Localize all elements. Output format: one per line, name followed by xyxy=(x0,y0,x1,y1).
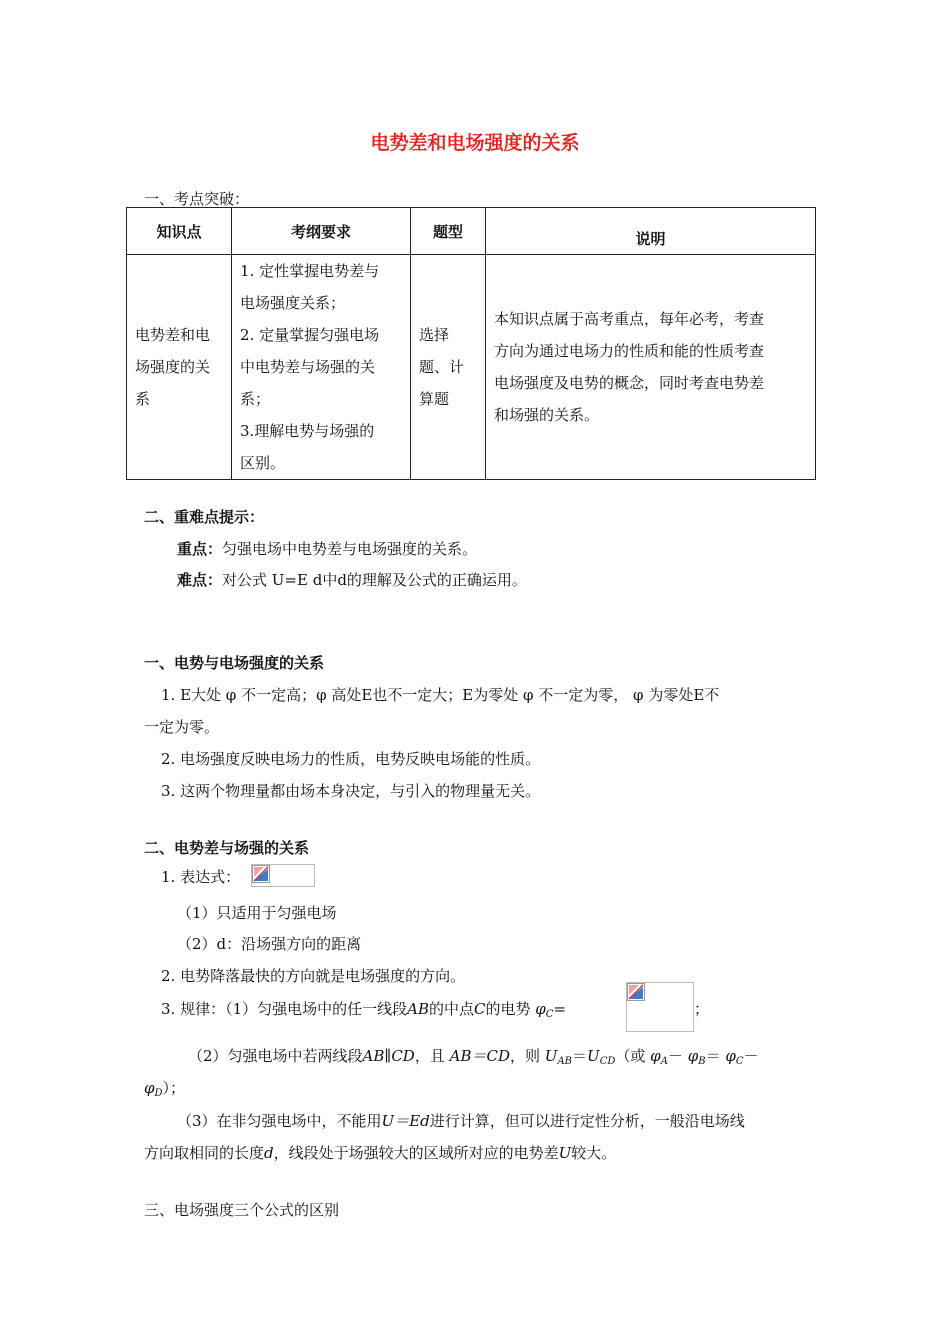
header-topic: 知识点 xyxy=(127,208,232,255)
rule3-line2: 方向取相同的长度d，线段处于场强较大的区域所对应的电势差U较大。 xyxy=(144,1144,617,1162)
table-header-row xyxy=(127,208,816,255)
part2-item2: 2. 电势降落最快的方向就是电场强度的方向。 xyxy=(161,967,466,985)
broken-image-icon xyxy=(627,983,645,1001)
part2-item1-sub1: （1）只适用于匀强电场 xyxy=(177,904,337,922)
cell-requirement: 1. 定性掌握电势差与 电场强度关系； 2. 定量掌握匀强电场 中电势差与场强的关 系； 3.理解电势与场强的 区别。 xyxy=(232,255,411,480)
cell-topic: 电势差和电 场强度的关 系 xyxy=(127,255,232,480)
header-requirement: 考纲要求 xyxy=(232,208,411,255)
cell-description: 本知识点属于高考重点，每年必考，考查 方向为通过电场力的性质和能的性质考查 电场强度及电势的概念，同时考查电势差 和场强的关系。 xyxy=(486,255,816,480)
part2-item1: 1. 表达式： xyxy=(161,868,241,886)
broken-image-icon xyxy=(252,865,270,883)
formula-image-placeholder xyxy=(251,864,315,887)
rule2-line1: （2）匀强电场中若两线段AB∥CD，且 AB＝CD，则 $U_{AB}=U_{CD}$（或 $\varphi_A- \varphi_B= \varphi_C-$ xyxy=(188,1047,759,1067)
part1-item3: 3. 这两个物理量都由场本身决定，与引入的物理量无关。 xyxy=(161,782,541,800)
midpoint-formula-placeholder xyxy=(626,982,694,1032)
header-description: 说明 xyxy=(486,208,816,255)
part1-item2: 2. 电场强度反映电场力的性质，电势反映电场能的性质。 xyxy=(161,750,541,768)
part2-item3: 3. 规律：（1）匀强电场中的任一线段AB的中点C的电势 $\varphi_C=$ xyxy=(161,1000,567,1020)
key-point: 重点：匀强电场中电势差与电场强度的关系。 xyxy=(177,540,478,558)
part1-item1-line2: 一定为零。 xyxy=(144,718,220,736)
part1-heading: 一、电势与电场强度的关系 xyxy=(144,654,325,672)
rule1-end: ； xyxy=(694,1000,710,1018)
part1-item1-line1: 1. E大处 φ 不一定高；φ 高处E也不一定大；E为零处 φ 不一定为零， φ 为零处E不 xyxy=(161,686,720,704)
rule2-line2: $\varphi_D$）； xyxy=(144,1079,186,1099)
cell-type: 选择 题、计 算题 xyxy=(411,255,486,480)
rule3-line1: （3）在非匀强电场中，不能用U＝Ed进行计算，但可以进行定性分析，一般沿电场线 xyxy=(177,1112,745,1130)
section-exam-heading: 一、考点突破： xyxy=(144,190,250,208)
table-row xyxy=(127,255,816,480)
difficulty-heading: 二、重难点提示： xyxy=(144,508,265,526)
header-type: 题型 xyxy=(411,208,486,255)
knowledge-table xyxy=(126,207,816,480)
hard-point: 难点：对公式 U=E d中d的理解及公式的正确运用。 xyxy=(177,571,527,589)
part3-heading: 三、电场强度三个公式的区别 xyxy=(144,1201,340,1219)
part2-heading: 二、电势差与场强的关系 xyxy=(144,839,310,857)
part2-item1-sub2: （2）d：沿场强方向的距离 xyxy=(177,935,362,953)
page-title: 电势差和电场强度的关系 xyxy=(370,132,580,154)
